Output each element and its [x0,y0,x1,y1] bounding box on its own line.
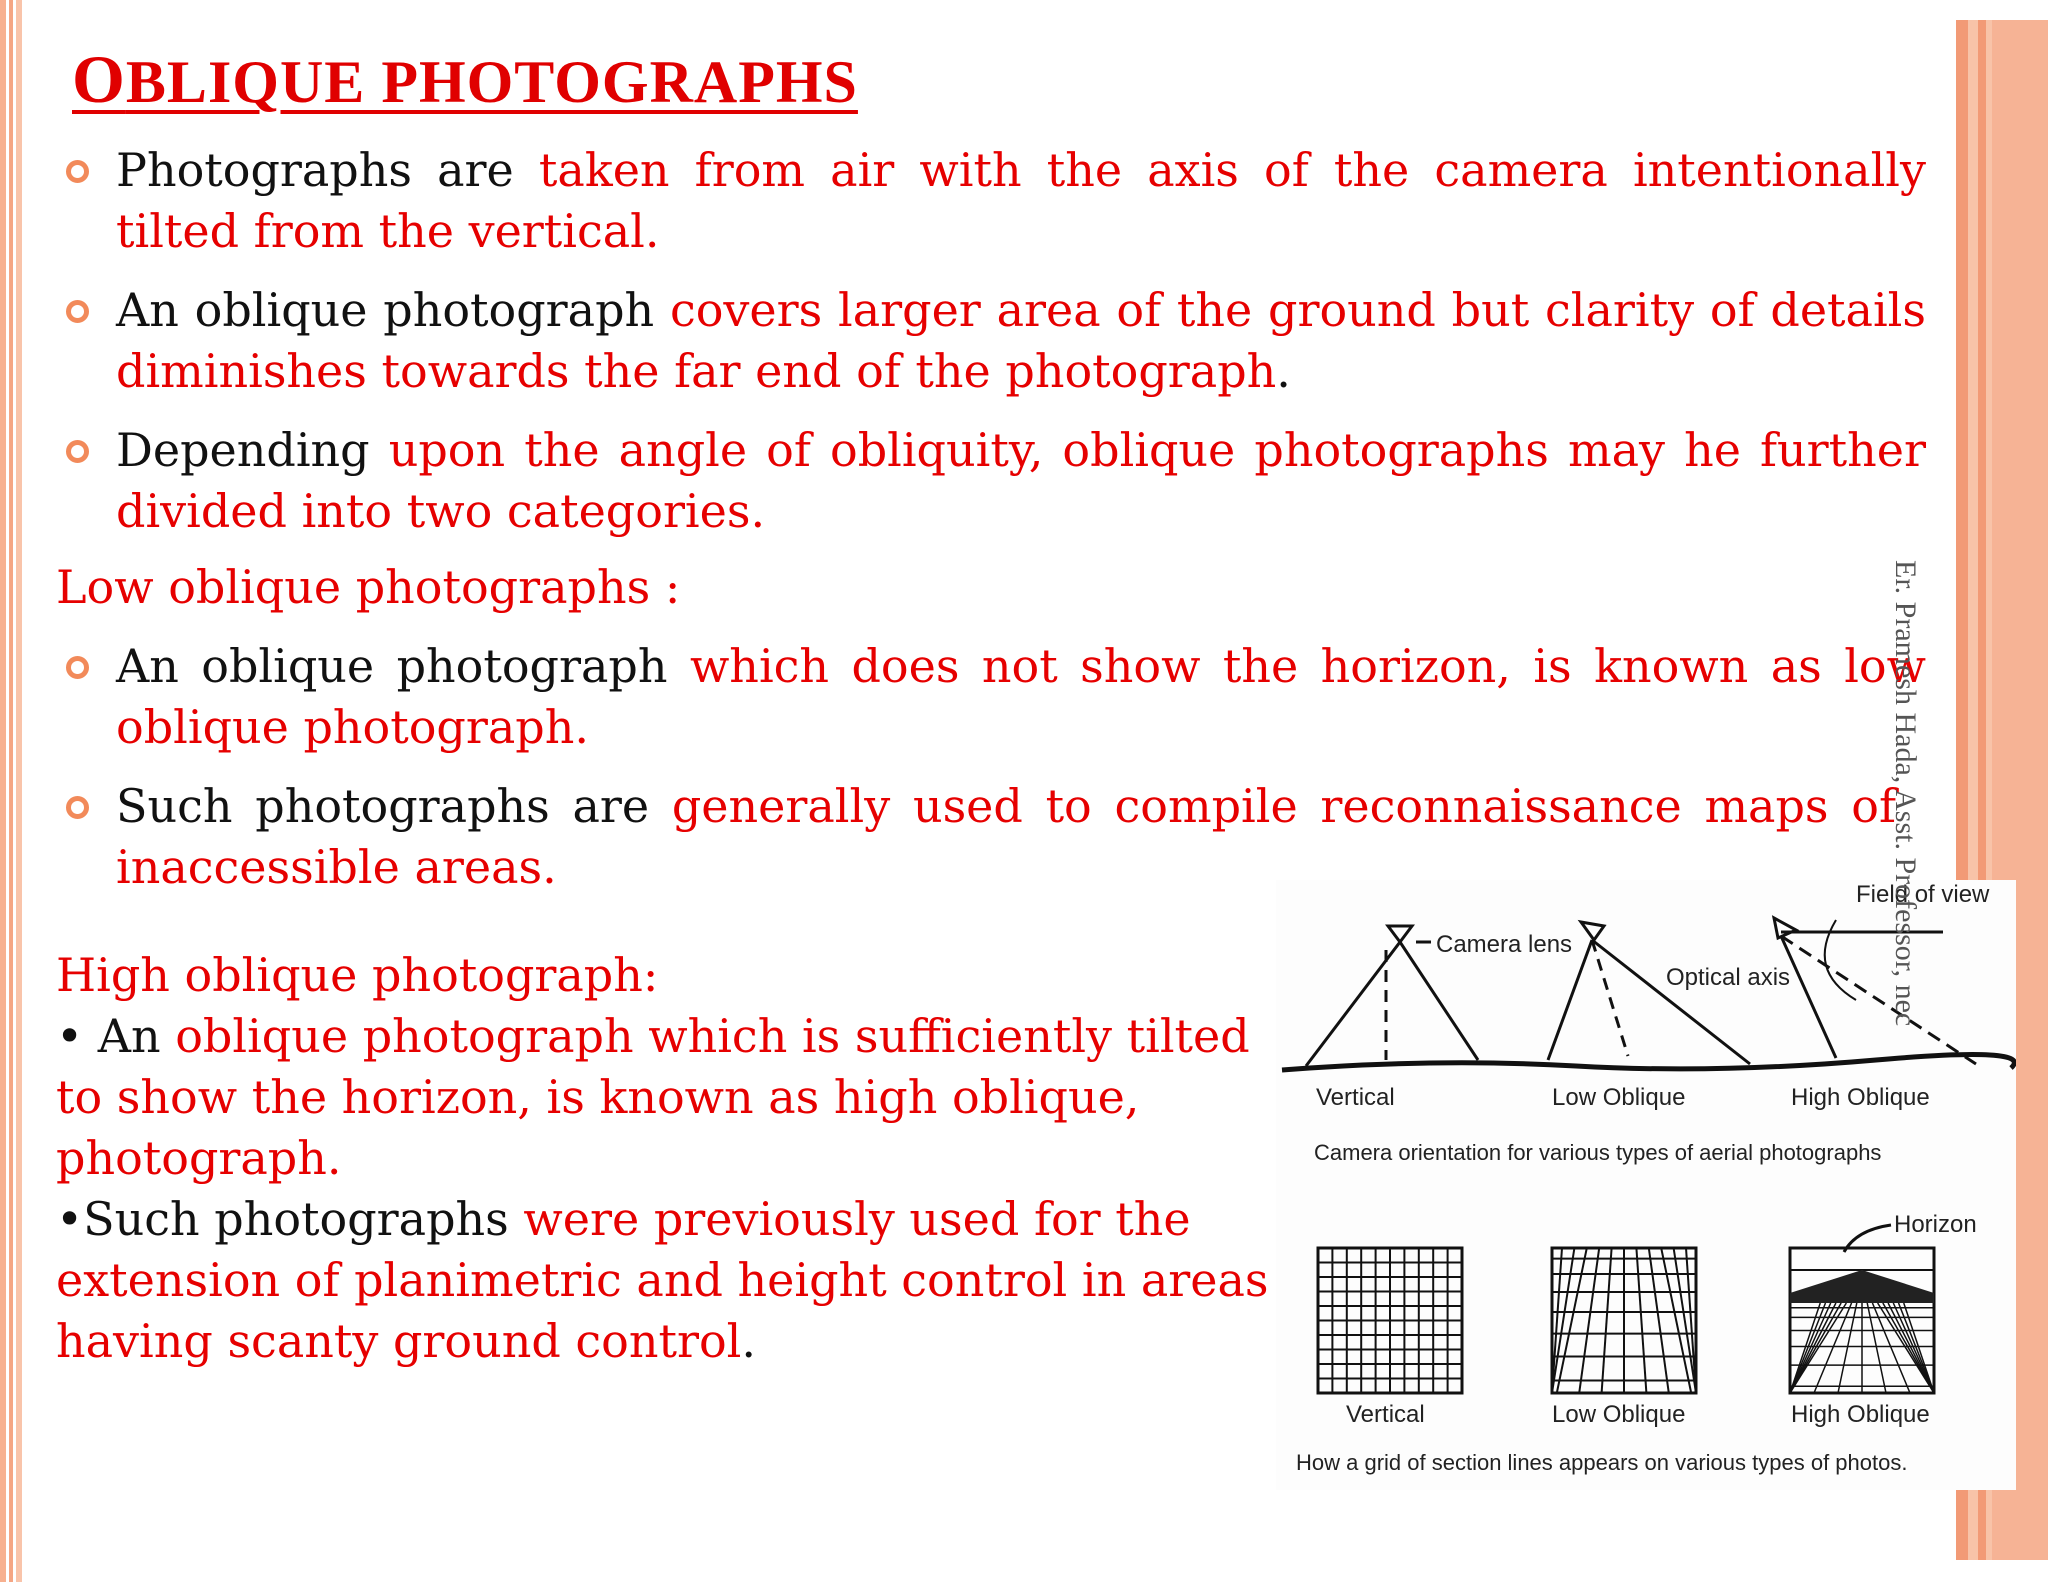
high-oblique-grid-photo [1790,1248,1934,1393]
bottom-type-label: High Oblique [1791,1401,1930,1428]
high-oblique-usage-paragraph: •Such photographs were previously used for the extension of planimetric and height control in areas having scanty ground control. [56,1192,1269,1368]
high-oblique-heading: High oblique photograph: [56,948,659,1002]
high-oblique-section [56,945,1286,1372]
vertical-grid-photo [1318,1248,1462,1393]
bullet-ring-icon [66,796,89,819]
author-credit: Er. Pramesh Hada, Asst. Professor, nec [1889,560,1922,1027]
top-diagram-caption: Camera orientation for various types of aerial photographs [1314,1140,1882,1165]
ground-line [1282,1055,2014,1070]
camera-lens-icon [1774,918,1796,938]
low-oblique-bullet-list [56,636,1926,898]
left-decorative-bar [0,0,22,1582]
top-type-label: Low Oblique [1552,1084,1686,1111]
camera-lens-icon [1581,922,1604,940]
bullet-item: Such photographs are generally used to compile reconnaissance maps of inaccessible areas. [56,776,1896,898]
bullet-ring-icon [66,440,89,463]
bullet-item: Depending upon the angle of obliquity, oblique photographs may he further divided into two categories. [56,420,1926,542]
camera-lens-label: Camera lens [1436,931,1573,958]
top-type-label: High Oblique [1791,1084,1930,1111]
field-of-view-label: Field of view [1856,881,1990,908]
camera-lens-icon [1388,926,1412,942]
optical-axis-label: Optical axis [1666,964,1791,991]
bottom-diagram-caption: How a grid of section lines appears on various types of photos. [1296,1450,1908,1475]
high-oblique-camera-diagram [1774,918,1976,1064]
low-oblique-heading: Low oblique photographs : [56,560,681,614]
low-oblique-camera-diagram [1548,922,1750,1064]
bullet-ring-icon [66,656,89,679]
high-oblique-paragraph: • An oblique photograph which is sufficiently tilted to show the horizon, is known as high oblique, photograph. [56,1009,1250,1185]
bullet-item: Photographs are taken from air with the axis of the camera intentionally tilted from the vertical. [56,140,1926,262]
bottom-type-label: Vertical [1346,1401,1425,1428]
bottom-type-label: Low Oblique [1552,1401,1686,1428]
intro-bullet-list [56,140,1926,542]
bullet-item: An oblique photograph which does not show the horizon, is known as low oblique photograph. [56,636,1926,758]
slide-title: OBLIQUE PHOTOGRAPHS [72,41,858,117]
bullet-ring-icon [66,160,89,183]
bullet-item: An oblique photograph covers larger area of the ground but clarity of details diminishes towards the far end of the photograph. [56,280,1926,402]
horizon-label: Horizon [1894,1211,1977,1238]
top-type-label: Vertical [1316,1084,1395,1111]
low-oblique-grid-photo [1552,1248,1696,1393]
bullet-ring-icon [66,300,89,323]
